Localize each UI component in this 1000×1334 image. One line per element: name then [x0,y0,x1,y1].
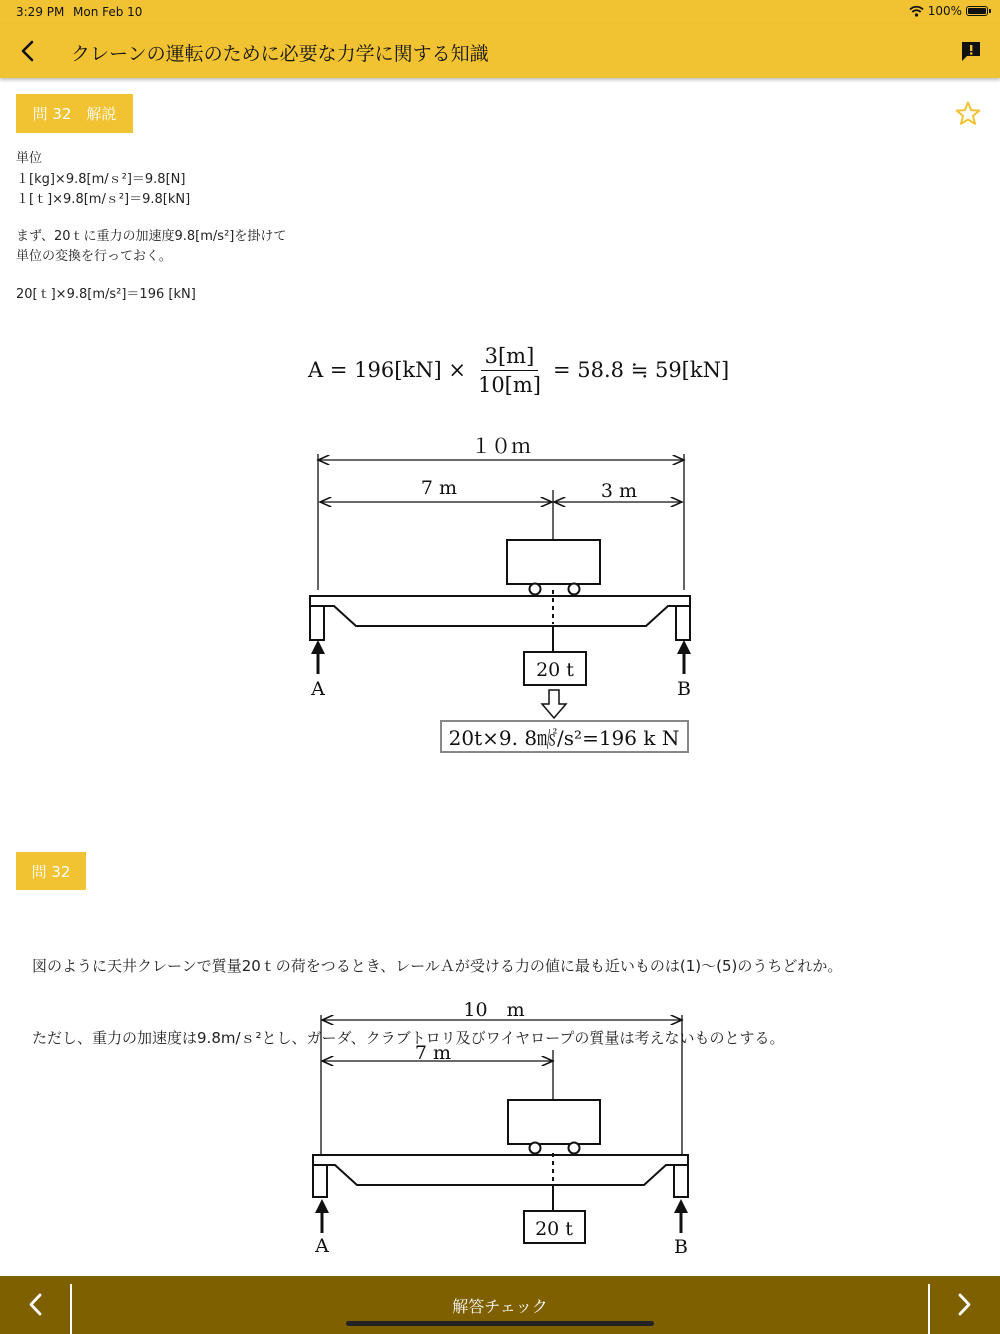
load-label: 20 t [536,659,574,681]
status-right [909,4,988,18]
q-span-label: 10 m [463,999,525,1021]
right-distance-label: 3 m [600,480,638,502]
back-chevron-icon[interactable] [14,36,44,66]
q-load-label: 20 t [535,1218,573,1240]
question-line-2: ただし、重力の加速度は9.8m/ｓ²とし、ガーダ、クラブトロリ及びワイヤロープの質量は考えないものとする。 [32,1029,785,1047]
wifi-icon [909,5,924,17]
unit-line-t: １[ｔ]×9.8[m/ｓ²]＝9.8[kN] [16,192,191,207]
force-label: 20t×9. 8㎨/s²=196 k N [448,726,680,750]
formula-denominator: 10[m] [477,372,541,397]
home-indicator [346,1321,654,1326]
intro-line-1: まず、20ｔに重力の加速度9.8[m/s²]を掛けて [16,229,287,244]
formula-lhs: A = 196[kN] × [308,358,466,382]
status-time: 3:29 PM [16,5,65,19]
explanation-crane-diagram [300,428,720,758]
formula-fraction [474,344,545,397]
formula-numerator: 3[m] [481,344,539,371]
question-badge: 問 32 [16,852,86,890]
calc-line: 20[ｔ]×9.8[m/s²]＝196 [kN] [16,287,196,302]
span-label: １０ｍ [471,434,531,458]
left-distance-label: 7 m [420,477,458,499]
page-title: クレーンの運転のために必要な力学に関する知識 [71,43,489,65]
answer-check-button[interactable]: 解答チェック [452,1296,548,1316]
status-date: Mon Feb 10 [73,5,143,19]
explanation-badge: 問 32 解説 [16,94,133,133]
formula [308,338,730,402]
unit-heading: 単位 [16,151,43,166]
q-support-a-label: A [315,1235,329,1257]
nav-bar [0,24,1000,78]
bottom-bar [0,1276,1000,1334]
formula-rhs: = 58.8 ≒ 59[kN] [552,358,730,382]
q-support-b-label: B [674,1236,688,1258]
question-line-1: 図のように天井クレーンで質量20ｔの荷をつるとき、レールＡが受ける力の値に最も近いものは(1)〜(5)のうちどれか。 [32,957,843,975]
report-icon[interactable] [960,40,982,62]
next-chevron-icon[interactable] [928,1276,1000,1334]
battery-icon [966,6,988,16]
battery-percent: 100% [927,4,962,18]
question-crane-diagram [302,995,722,1265]
star-outline-icon[interactable] [954,100,982,128]
support-a-label: A [311,678,325,700]
support-b-label: B [677,678,691,700]
status-bar [0,0,1000,24]
bottom-separator-left [70,1284,72,1334]
intro-line-2: 単位の変換を行っておく。 [16,249,172,264]
unit-line-kg: １[kg]×9.8[m/ｓ²]＝9.8[N] [16,172,186,187]
prev-chevron-icon[interactable] [0,1276,72,1334]
q-left-distance-label: 7 m [414,1042,452,1064]
